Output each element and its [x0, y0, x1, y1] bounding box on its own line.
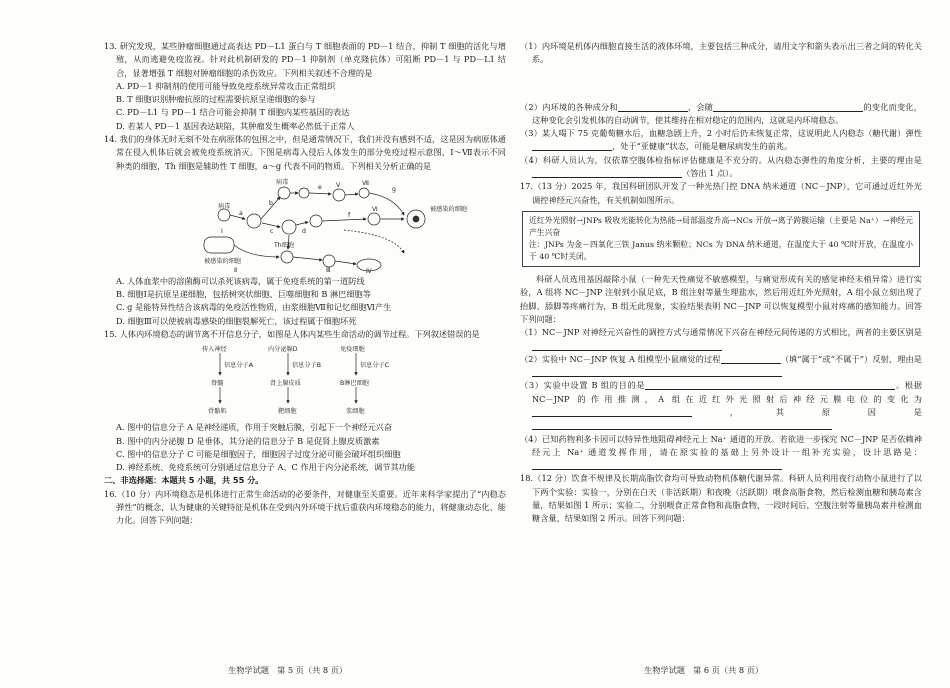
q18-stem: 18.（12 分）饮食不规律及长期高脂饮食均可导致动物机体糖代谢异常。科研人员利用夜行动物小鼠进行了以下两个实验：实验一，分别在白天（非活跃期）和夜晚（活跃期）喂食高脂食物，然后检测血糖和胰岛素含量，结果如图 1 所示；实验二，分别喂食正常食物和高脂食物，一段时间后，空腹注射等量胰岛素并检测血糖含量，结果如图 2 所示。回答下列问题：	[520, 473, 922, 524]
letter-b: b	[269, 199, 273, 207]
q16-part3-text-b: ，处于“亚健康”状态，可能是糖尿病发生的前兆。	[612, 141, 793, 152]
q14-stem: 14. 我们的身体无时无刻不处在病原体的包围之中，但是通常情况下，我们并没有感到不适，这是因为病原体通常在侵入机体后就会被免疫系统消灭。下图是病毒入侵后人体发生的部分免疫过程示意图，Ⅰ～Ⅶ表示不同种类的细胞，Th 细胞是辅助性 T 细胞，a～g 代表不同的物质。下列相关分析正确的是	[104, 133, 506, 171]
roman-3: Ⅲ	[326, 266, 331, 273]
bottom-plasma: 浆细胞	[346, 408, 365, 416]
q16-part4	[520, 154, 922, 181]
blank-q17-3-2[interactable]	[532, 407, 692, 417]
q15-option-b: B. 图中的内分泌腺 D 是垂体，其分泌的信息分子 B 是促肾上腺皮质激素	[116, 435, 380, 446]
q13-stem: 13. 研究发现，某些肿瘤细胞通过高表达 PD－L1 蛋白与 T 细胞表面的 PD－1 结合，抑制 T 细胞的活化与增殖，从而逃避免疫监视。针对此机制研发的 PD－1 抑制剂（单克隆抗体）可阻断 PD－1 与 PD－L1 结合，显著增强 T 细胞对肿瘤细胞的杀伤效应。下列相关叙述不合理的是	[104, 41, 506, 78]
top-gland-d: 内分泌腺D	[268, 346, 298, 354]
blank-q17-3-1[interactable]	[645, 380, 895, 390]
q17-part4-text: （4）已知药物利多卡因可以特异性地阻碍神经元上 Na⁺ 通道的开放。若欲进一步探究 NC－JNP 是否依赖神经元上 Na⁺ 通道发挥作用，请在原实验的基础上另外设计一组补充实验，设计思路是：	[520, 433, 922, 457]
q17-stem: 17.（13 分）2025 年，我国科研团队开发了一种光热门控 DNA 纳米通道（NC－JNP），它可通过近红外光调控神经元兴奋性，有关机制如图所示。	[520, 181, 922, 205]
q16-part3-text-a: （3）某人喝下 75 克葡萄糖水后，血糖急剧上升，2 小时后仍未恢复正常，这说明此人内稳态（糖代谢）弹性	[520, 128, 922, 139]
blank-q17-2-1[interactable]	[721, 354, 781, 364]
q16-part3	[520, 127, 922, 154]
q17-part3	[520, 379, 922, 432]
q17-part1-text: （1）NC－JNP 对神经元兴奋性的调控方式与通常情况下兴奋在神经元间传递的方式相比，两者的主要区别是	[520, 327, 922, 338]
blank-q17-4[interactable]	[532, 460, 782, 470]
q14-option-c: C. g 是能特异性结合该病毒的免疫活性物质，由浆细胞Ⅶ和记忆细胞Ⅵ产生	[116, 302, 392, 313]
signal-c: 信息分子C	[360, 362, 390, 370]
blank-q17-2-2[interactable]	[532, 367, 782, 377]
roman-2: Ⅱ	[234, 266, 238, 273]
q14-option-d: D. 细胞Ⅲ可以使被病毒感染的细胞裂解死亡，该过程属于细胞坏死	[116, 315, 357, 326]
q17-mechanism-box	[522, 211, 920, 267]
letter-c: c	[270, 227, 274, 235]
q17-part3-text-b: 。根据 NC－JNP 的作用推测，A 组在近红外光照射后神经元膜电位的变化为	[532, 380, 922, 404]
q15-option-a: A. 图中的信息分子 A 是神经递质，作用于突触后膜，引起下一个神经元兴奋	[116, 422, 393, 433]
q14-option-a: A. 人体血浆中的溶菌酶可以杀死该病毒，属于免疫系统的第一道防线	[116, 275, 365, 286]
virus-label: 病毒	[218, 202, 231, 210]
q15-option-d: D. 神经系统、免疫系统可分别通过信息分子 A、C 作用于内分泌系统，调节其功能	[116, 462, 416, 473]
label-th: Th细胞	[274, 241, 295, 249]
q15-stem: 15. 人体内环境稳态的调节离不开信息分子，如图是人体内某些生命活动的调节过程。下列叙述错误的是	[104, 328, 480, 339]
signal-b: 信息分子B	[292, 362, 321, 370]
q17-part2-text-b: （填“属于”或“不属于”）反射，理由是	[780, 353, 922, 364]
roman-1: Ⅰ	[221, 227, 223, 235]
answer-space-q16-1	[520, 67, 922, 101]
q13-option-c: C. PD－L1 与 PD－1 结合可能会抑制 T 细胞内某些基因的表达	[116, 107, 350, 118]
roman-6: Ⅵ	[372, 205, 378, 213]
q16-part2-text-a: （2）内环境的各种成分和	[520, 101, 618, 112]
q14-option-b: B. 细胞Ⅰ是抗原呈递细胞，包括树突状细胞、巨噬细胞和 B 淋巴细胞等	[116, 289, 371, 300]
q13-option-a: A. PD－1 抑制剂的使用可能导致免疫系统异常攻击正常组织	[116, 80, 336, 91]
mid-adrenal: 肾上腺皮质	[270, 380, 301, 388]
q17-part2	[520, 353, 922, 380]
letter-e: e	[318, 183, 322, 191]
q17-part4	[520, 433, 922, 473]
footer-page-5: 生物学试题 第 5 页（共 8 页）	[228, 665, 348, 675]
immune-diagram-svg	[104, 175, 506, 273]
roman-7: Ⅶ	[362, 179, 369, 187]
q17-part3-text-c: ，其原因是	[692, 406, 922, 417]
q17-part2-text-a: （2）实验中 NC－JNP 恢复 A 组模型小鼠痛觉的过程	[520, 353, 721, 364]
q13-option-d: D. 若某人 PD－1 基因表达缺陷，其肿瘤发生概率必然低于正常人	[116, 120, 355, 131]
label-infected-1: 被感染的细胞	[430, 205, 468, 213]
q17-part1	[520, 326, 922, 353]
q16-part4-text-a: （4）科研人员认为，仅依靠空腹体检指标评估健康是不充分的。从内稳态弹性的角度分析，主要的理由是	[520, 154, 922, 165]
q17-part3-text-a: （3）实验中设置 B 组的目的是	[520, 380, 646, 391]
q16-part2	[520, 101, 922, 128]
top-immune-cell: 免疫细胞	[340, 346, 365, 354]
blank-q17-1[interactable]	[532, 341, 722, 351]
section-2-heading: 二、非选择题：本题共 5 小题，共 55 分。	[104, 475, 264, 486]
label-virus-left	[218, 202, 230, 210]
blank-q16-2-1[interactable]	[618, 102, 688, 112]
regulation-diagram	[104, 343, 506, 419]
letter-g: g	[392, 185, 396, 193]
q16-part2-text-b: ，会随	[687, 101, 714, 112]
q17-mechanism-note: 注：JNPs 为金－四氧化三铁 Janus 纳米颗粒；NCs 为 DNA 纳米通道，在温度大于 40 ℃时开放，在温度小于 40 ℃时关闭。	[529, 239, 913, 262]
left-page	[104, 40, 506, 527]
regulation-diagram-svg	[104, 343, 506, 419]
mid-spinal-cord: 脊髓	[211, 380, 224, 388]
q16-part2-text-c: 的变化而变化，这种变化会引发机体的自动调节，使其维持在相对稳定的范围内，这就是内环境稳态。	[532, 101, 922, 125]
right-page	[520, 40, 922, 525]
q13-option-b: B. T 细胞识别肿瘤抗原的过程需要抗原呈递细胞的参与	[116, 94, 316, 105]
blank-q16-2-2[interactable]	[713, 102, 863, 112]
mid-b-cell: B淋巴细胞	[340, 380, 369, 388]
footer-page-6: 生物学试题 第 6 页（共 8 页）	[644, 665, 764, 675]
roman-5: Ⅴ	[336, 181, 341, 189]
immune-diagram	[104, 175, 506, 273]
signal-a: 信息分子A	[224, 362, 253, 370]
roman-4: Ⅳ	[366, 267, 372, 273]
letter-a: a	[239, 209, 243, 217]
q17-experiment: 科研人员选用基因敲除小鼠（一种先天性痛觉不敏感模型，与痛觉形成有关的感觉神经末梢异常）进行实验，A 组将 NC－JNP 注射到小鼠足底，B 组注射等量生理盐水，然后用近红外光照射，A 组小鼠立刻出现了抬脚、舔脚等疼痛行为，B 组无此现象，实验结果表明 NC－JNP 可以恢复模型小鼠对疼痛的感知能力。回答下列问题：	[520, 274, 922, 324]
q15-option-c: C. 图中的信息分子 C 可能是细胞因子，细胞因子过度分泌可能会破坏组织细胞	[116, 448, 401, 459]
bottom-target: 靶细胞	[278, 408, 297, 416]
bottom-muscle: 骨骼肌	[208, 408, 227, 416]
letter-f: f	[348, 211, 351, 219]
blank-q17-3-3[interactable]	[532, 420, 832, 430]
label-virus-top: 病毒	[276, 178, 289, 186]
q16-part4-text-b: （答出 1 点）。	[682, 167, 738, 178]
letter-d: d	[302, 227, 306, 235]
label-infected-2: 被感染的细胞	[204, 257, 242, 265]
blank-q16-4[interactable]	[532, 168, 682, 178]
q16-stem: 16.（10 分）内环境稳态是机体进行正常生命活动的必要条件，对健康至关重要。近年来科学家提出了“内稳态弹性”的概念，认为健康的关键特征是机体在受到内外环境干扰后重获内环境稳态的能力，将健康动态化、能力化。回答下列问题：	[104, 488, 506, 526]
blank-q16-3[interactable]	[532, 141, 612, 151]
q17-mechanism-flow: 近红外光照射→JNPs 吸收光能转化为热能→局部温度升高→NCs 开放→离子跨膜运输（主要是 Na⁺）→神经元产生兴奋	[529, 215, 913, 237]
q16-part1: （1）内环境是机体内细胞直接生活的液体环境，主要包括三种成分，请用文字和箭头表示出三者之间的转化关系。	[520, 41, 922, 65]
top-neuron: 传入神经	[202, 346, 227, 354]
